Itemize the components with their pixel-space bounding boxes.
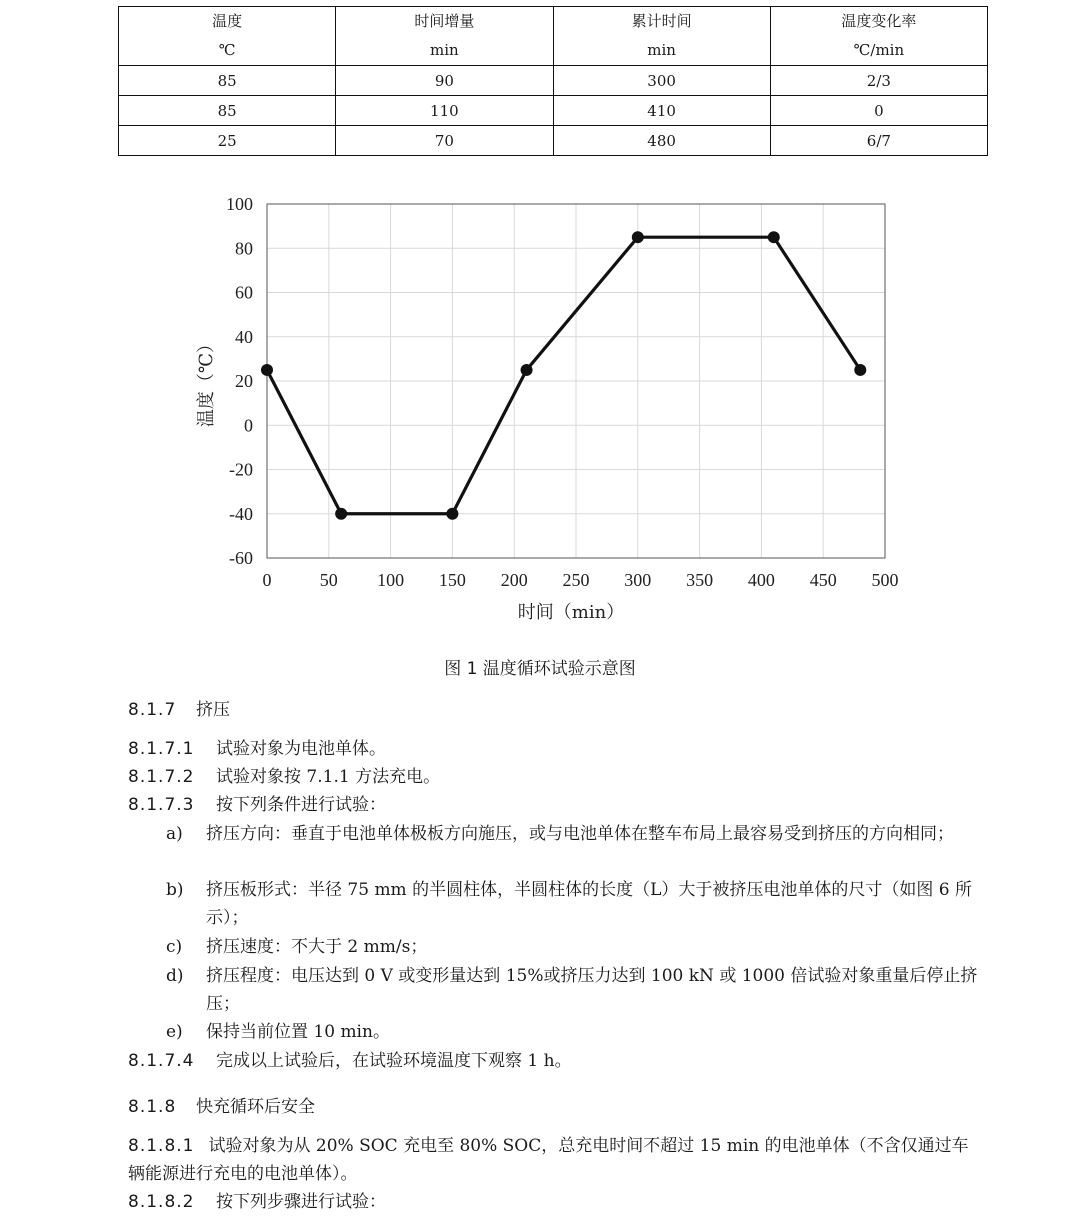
x-axis-label: 时间（min） [517, 602, 625, 623]
clause-number: 8.1.7.2 [128, 767, 195, 787]
table-row [119, 96, 988, 126]
table-header-row [119, 7, 988, 66]
data-point [632, 231, 644, 243]
section-number: 8.1.8 [128, 1097, 177, 1117]
x-tick-labels [263, 570, 899, 590]
clause-text: 试验对象为从 20% SOC 充电至 80% SOC，总充电时间不超过 15 min 的电池单体（不含仅通过车辆能源进行充电的电池单体）。 [128, 1136, 969, 1184]
x-tick-label: 400 [747, 570, 775, 590]
x-tick-label: 350 [686, 570, 714, 590]
table-cell: 90 [336, 66, 553, 96]
list-item [166, 933, 978, 961]
header-name: 温度 [212, 12, 243, 30]
data-point [768, 231, 780, 243]
table-cell: 85 [119, 96, 336, 126]
list-item [166, 820, 978, 848]
table-row [119, 66, 988, 96]
clause-number: 8.1.7.4 [128, 1051, 195, 1071]
table-cell: 2/3 [770, 66, 987, 96]
table-cell: 85 [119, 66, 336, 96]
header-cell [336, 7, 553, 66]
list-item-text: 挤压程度：电压达到 0 V 或变形量达到 15%或挤压力达到 100 kN 或 1000 倍试验对象重量后停止挤压； [206, 966, 978, 1014]
y-tick-label: 100 [226, 194, 253, 214]
x-tick-label: 150 [438, 570, 466, 590]
section-heading [128, 695, 230, 720]
list-item-text: 挤压速度：不大于 2 mm/s； [206, 937, 428, 957]
table-cell: 6/7 [770, 126, 987, 156]
clause [128, 1132, 978, 1188]
y-tick-label: -40 [229, 503, 253, 524]
figure-caption: 图 1 温度循环试验示意图 [444, 659, 636, 679]
y-tick-label: 0 [244, 415, 253, 436]
header-name: 温度变化率 [841, 12, 917, 30]
header-cell [770, 7, 987, 66]
clause-text: 按下列步骤进行试验： [216, 1192, 386, 1212]
header-name: 时间增量 [414, 12, 475, 30]
section-title: 快充循环后安全 [196, 1097, 315, 1117]
y-tick-label: 40 [235, 326, 253, 347]
y-tick-label: -20 [229, 459, 253, 480]
list-item-label: c) [166, 937, 183, 957]
clause-number: 8.1.7.1 [128, 739, 195, 759]
clause [128, 1188, 978, 1216]
x-tick-label: 300 [624, 570, 652, 590]
data-points [261, 231, 866, 520]
table-cell: 110 [336, 96, 553, 126]
clause-number: 8.1.8.2 [128, 1192, 195, 1212]
x-tick-label: 500 [871, 570, 899, 590]
header-unit: ℃/min [853, 41, 905, 59]
list-item-label: a) [166, 824, 183, 844]
list-item-label: d) [166, 966, 184, 986]
section-title: 挤压 [196, 700, 230, 720]
clause-text: 完成以上试验后，在试验环境温度下观察 1 h。 [216, 1051, 572, 1071]
list-item-label: e) [166, 1022, 183, 1042]
y-tick-label: 20 [235, 371, 253, 391]
chart-grid [267, 204, 885, 558]
temperature-cycle-table [118, 6, 988, 156]
x-tick-label: 450 [809, 570, 837, 590]
table-cell: 70 [336, 126, 553, 156]
list-item-label: b) [166, 880, 184, 900]
data-point [521, 364, 533, 376]
clause-text: 按下列条件进行试验： [216, 795, 386, 815]
y-tick-labels [226, 194, 253, 568]
list-item-text: 保持当前位置 10 min。 [206, 1022, 390, 1042]
clause [128, 1047, 978, 1075]
temperature-cycle-chart [0, 190, 1080, 635]
table-cell: 0 [770, 96, 987, 126]
data-point [335, 508, 347, 520]
y-tick-label: 60 [235, 282, 253, 303]
x-tick-label: 200 [500, 570, 528, 590]
list-item [166, 1018, 978, 1046]
table-row [119, 126, 988, 156]
section-heading [128, 1092, 315, 1117]
clause [128, 763, 978, 791]
list-item-text: 挤压方向：垂直于电池单体极板方向施压，或与电池单体在整车布局上最容易受到挤压的方向相同； [206, 824, 954, 844]
clause-text: 试验对象为电池单体。 [216, 739, 386, 759]
series-line [267, 237, 860, 514]
header-name: 累计时间 [631, 12, 692, 30]
table-cell: 480 [553, 126, 770, 156]
list-item-text: 挤压板形式：半径 75 mm 的半圆柱体，半圆柱体的长度（L）大于被挤压电池单体的尺寸（如图 6 所示）； [206, 880, 972, 928]
header-unit: min [647, 41, 676, 59]
y-tick-label: -60 [229, 548, 253, 568]
list-item [166, 876, 978, 932]
header-unit: ℃ [218, 41, 236, 59]
header-unit: min [430, 41, 459, 59]
table-cell: 25 [119, 126, 336, 156]
data-point [446, 508, 458, 520]
y-tick-label: 80 [235, 238, 253, 259]
clause [128, 735, 978, 763]
header-cell [119, 7, 336, 66]
x-tick-label: 50 [319, 570, 338, 590]
table-cell: 410 [553, 96, 770, 126]
clause-number: 8.1.8.1 [128, 1136, 195, 1156]
list-item [166, 962, 978, 1018]
header-cell [553, 7, 770, 66]
y-axis-label: 温度（℃） [196, 334, 217, 428]
section-number: 8.1.7 [128, 700, 177, 720]
clause-text: 试验对象按 7.1.1 方法充电。 [216, 767, 441, 787]
table-cell: 300 [553, 66, 770, 96]
x-tick-label: 250 [562, 570, 590, 590]
x-tick-label: 100 [377, 570, 405, 590]
data-point [854, 364, 866, 376]
clause [128, 791, 978, 819]
clause-number: 8.1.7.3 [128, 795, 195, 815]
data-point [261, 364, 273, 376]
x-tick-label: 0 [262, 570, 272, 590]
